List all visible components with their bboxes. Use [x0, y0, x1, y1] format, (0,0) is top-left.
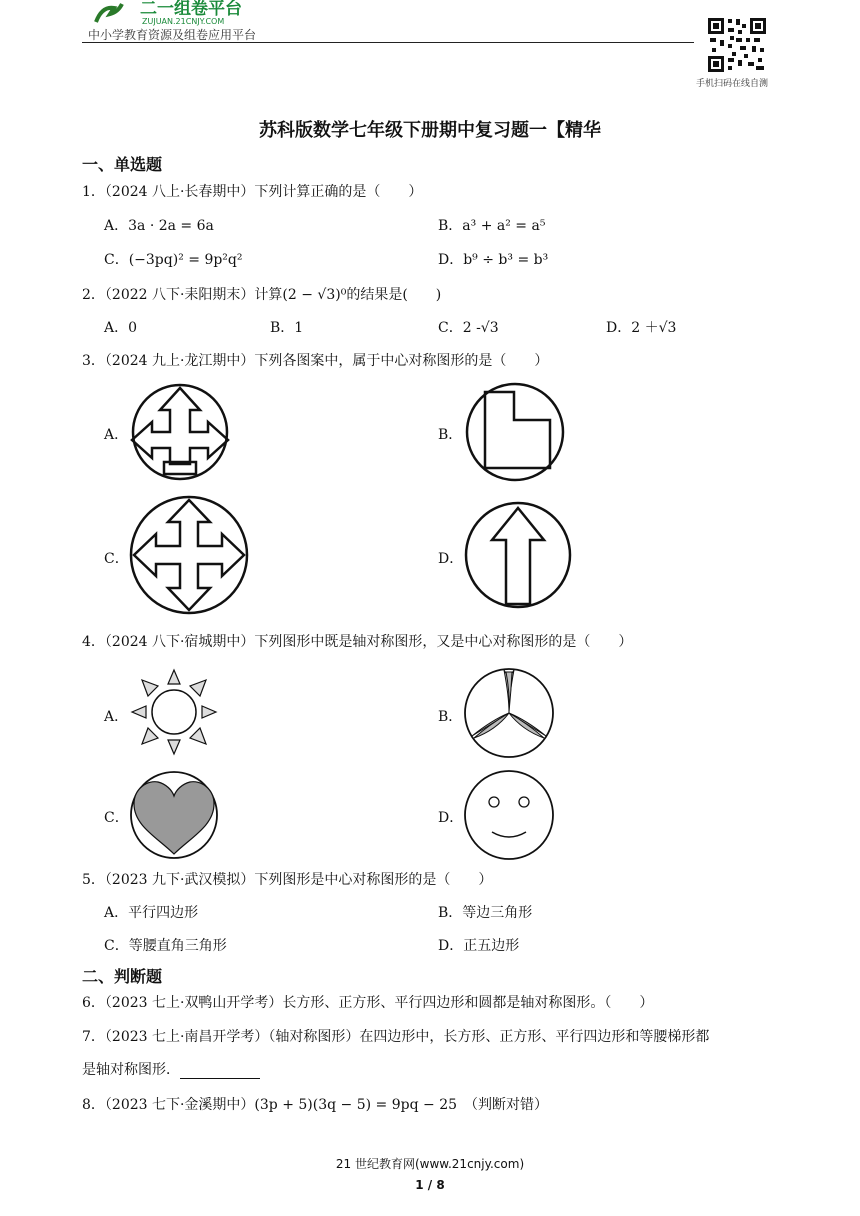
question-3-option-d: D．: [438, 551, 464, 567]
footer-site: 21 世纪教育网(www.21cnjy.com): [335, 1157, 525, 1171]
question-7-stem-text: 是轴对称图形．: [82, 1062, 180, 1078]
question-3-stem: 3．（2024 九上·龙江期中）下列各图案中，属于中心对称图形的是（ ）: [82, 353, 549, 369]
figure-circle-up-arrow: [462, 500, 574, 610]
question-4-option-a: A．: [104, 709, 129, 725]
qr-caption: 手机扫码在线自测: [696, 79, 769, 89]
question-5-stem: 5．（2023 九下·武汉模拟）下列图形是中心对称图形的是（ ）: [82, 872, 493, 888]
question-5-option-d: D．正五边形: [438, 938, 520, 954]
question-5-option-a: A．平行四边形: [104, 905, 199, 921]
question-1-option-c: C．(−3pq)² = 9p²q²: [104, 252, 243, 268]
question-4-stem: 4．（2024 八下·宿城期中）下列图形中既是轴对称图形，又是中心对称图形的是（ ）: [82, 634, 633, 650]
question-3-option-b: B．: [438, 427, 463, 443]
question-4-option-d: D．: [438, 810, 464, 826]
figure-circle-l-shape: [462, 380, 568, 484]
question-2-stem: 2．（2022 八下·耒阳期末）计算(2 − √3)⁰的结果是( ): [82, 287, 442, 303]
question-2-option-c: C．2 -√3: [438, 320, 499, 336]
header-subtitle: 中小学教育资源及组卷应用平台: [88, 28, 257, 42]
question-5-option-b: B．等边三角形: [438, 905, 533, 921]
question-1-stem: 1．（2024 八上·长春期中）下列计算正确的是（ ）: [82, 184, 423, 200]
figure-circle-heart: [128, 770, 220, 860]
question-4-option-c: C．: [104, 810, 129, 826]
section-heading-judge: 二、判断题: [82, 967, 163, 986]
header-rule: [82, 42, 694, 43]
question-7-stem-line2: [82, 1059, 260, 1079]
figure-smiley-face: [462, 768, 556, 862]
question-3-option-c: C．: [104, 551, 129, 567]
page-number: 1 / 8: [415, 1178, 445, 1192]
question-8-stem: 8．（2023 七下·金溪期中）(3p + 5)(3q − 5) = 9pq − 25 （判断对错）: [82, 1097, 549, 1113]
question-2-option-d: D．2 ＋√3: [606, 320, 677, 336]
question-1-option-a: A．3a · 2a = 6a: [104, 218, 214, 234]
question-2-option-b: B．1: [270, 320, 304, 336]
question-7-stem-line1: 7．（2023 七上·南昌开学考）（轴对称图形）在四边形中，长方形、正方形、平行四边形和等腰梯形都: [82, 1029, 710, 1045]
figure-sun: [128, 666, 220, 758]
question-6-stem: 6．（2023 七上·双鸭山开学考）长方形、正方形、平行四边形和圆都是轴对称图形。（ ）: [82, 995, 654, 1011]
figure-circle-four-arrows: [128, 494, 250, 616]
question-1-option-d: D．b⁹ ÷ b³ = b³: [438, 252, 549, 268]
question-5-option-c: C．等腰直角三角形: [104, 938, 227, 954]
section-heading-single-choice: 一、单选题: [82, 155, 163, 174]
question-4-option-b: B．: [438, 709, 463, 725]
question-3-option-a: A．: [104, 427, 129, 443]
figure-circle-three-arrows: [128, 382, 232, 482]
site-logo: [88, 0, 278, 26]
question-1-option-b: B．a³ + a² = a⁵: [438, 218, 546, 234]
answer-blank: [180, 1064, 260, 1079]
logo-url: ZUJUAN.21CNJY.COM: [142, 17, 225, 26]
figure-circle-three-blades: [462, 666, 556, 760]
document-title: 苏科版数学七年级下册期中复习题一【精华: [259, 120, 601, 141]
logo-text: 二一组卷平台: [140, 0, 242, 19]
qr-code-icon: [706, 16, 768, 74]
question-2-option-a: A．0: [104, 320, 138, 336]
